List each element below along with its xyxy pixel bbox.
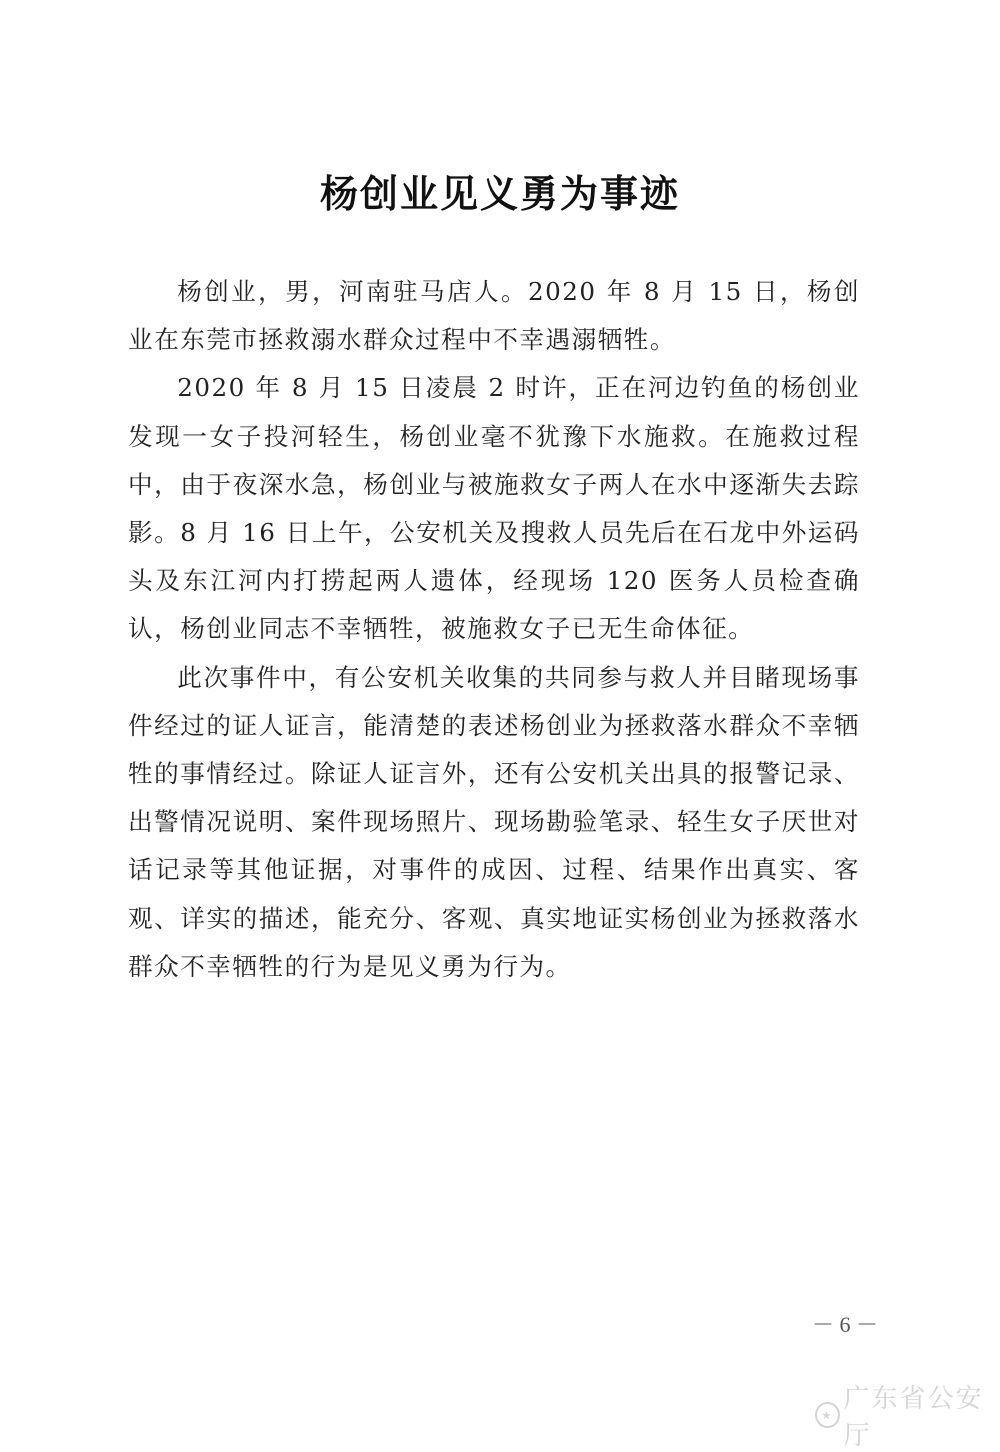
watermark-text: 广东省公安厅 [844, 1378, 1000, 1452]
paragraph-1: 杨创业，男，河南驻马店人。2020 年 8 月 15 日，杨创业在东莞市拯救溺水群众过程中不幸遇溺牺牲。 [128, 268, 860, 364]
paragraph-3: 此次事件中，有公安机关收集的共同参与救人并目睹现场事件经过的证人证言，能清楚的表述杨创业为拯救落水群众不幸牺牲的事情经过。除证人证言外，还有公安机关出具的报警记录、出警情况说明、案件现场照片、现场勘验笔录、轻生女子厌世对话记录等其他证据，对事件的成因、过程、结果作出真实、客观、详实的描述，能充分、客观、真实地证实杨创业为拯救落水群众不幸牺牲的行为是见义勇为行为。 [128, 654, 860, 991]
page-number: － 6 － [812, 1308, 878, 1339]
document-body [128, 268, 860, 991]
police-emblem-icon: ★ [815, 1402, 840, 1428]
document-title: 杨创业见义勇为事迹 [0, 163, 1000, 218]
paragraph-2: 2020 年 8 月 15 日凌晨 2 时许，正在河边钓鱼的杨创业发现一女子投河轻生，杨创业毫不犹豫下水施救。在施救过程中，由于夜深水急，杨创业与被施救女子两人在水中逐渐失去踪影。8 月 16 日上午，公安机关及搜救人员先后在石龙中外运码头及东江河内打捞起两人遗体，经现场 120 医务人员检查确认，杨创业同志不幸牺牲，被施救女子已无生命体征。 [128, 364, 860, 653]
watermark [815, 1378, 1000, 1452]
